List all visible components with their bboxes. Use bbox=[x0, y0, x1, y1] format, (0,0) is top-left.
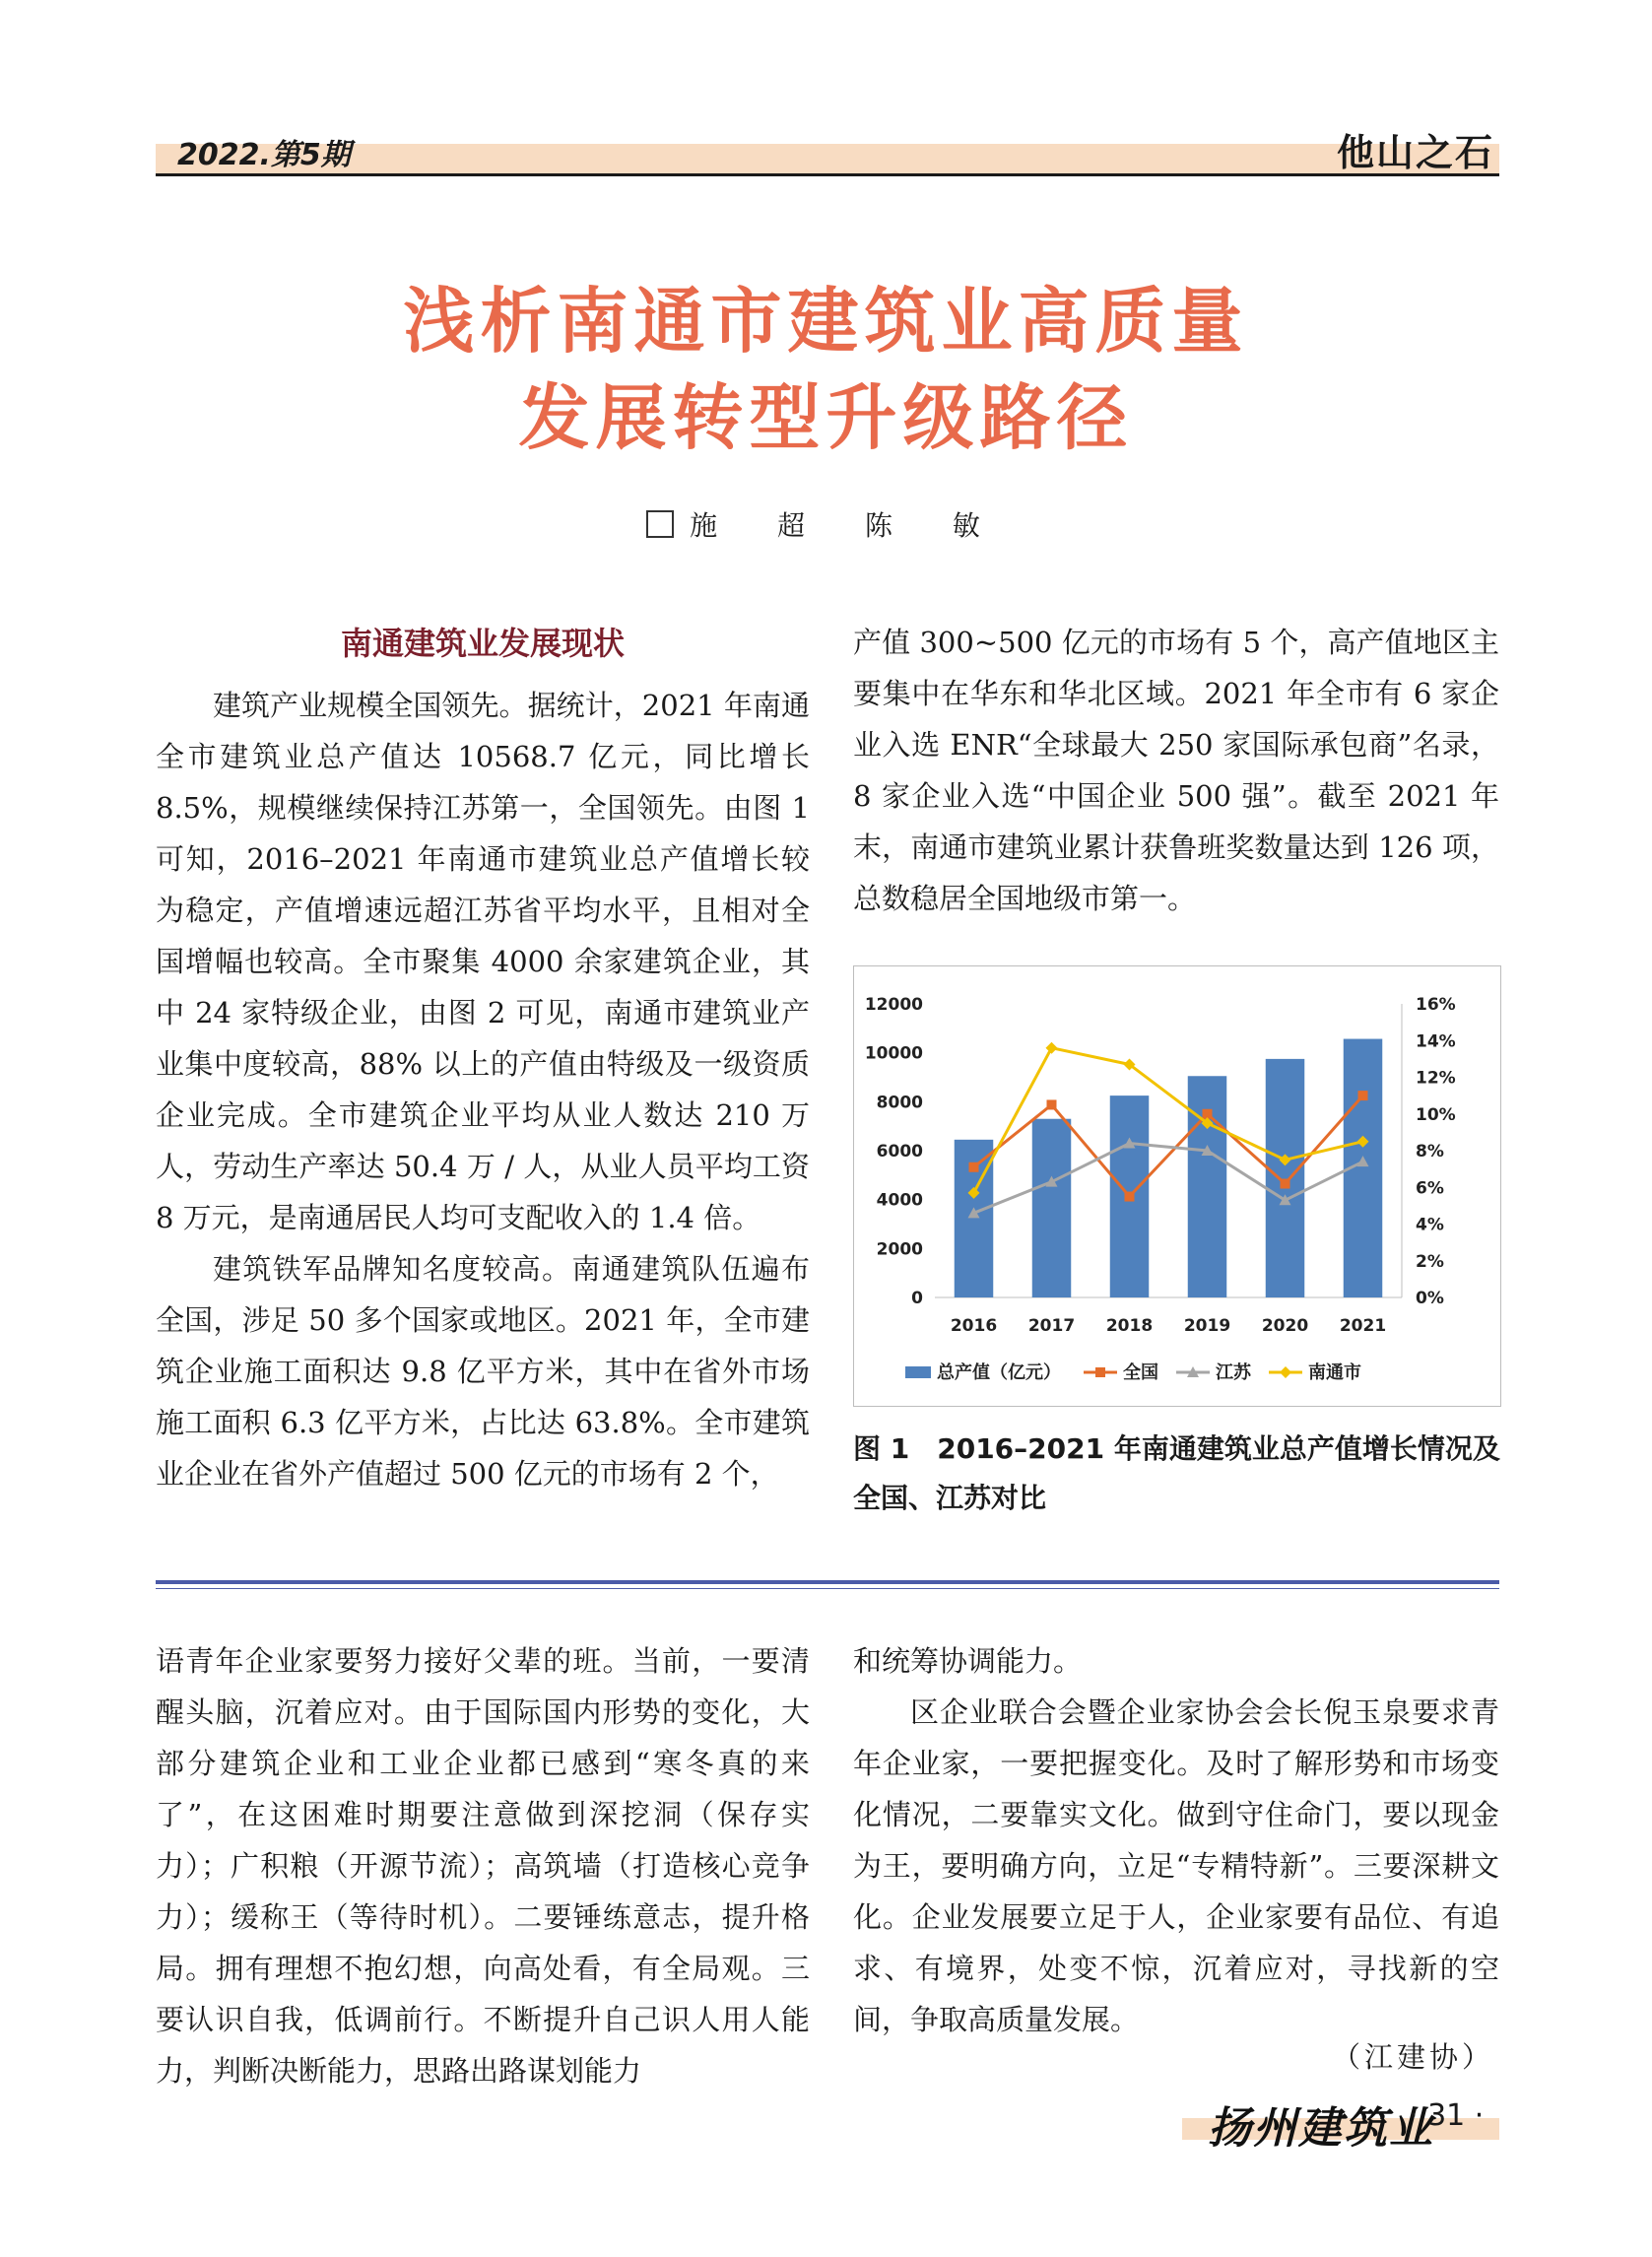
y-left-tick-label: 10000 bbox=[864, 1043, 923, 1064]
lower-right-column bbox=[853, 1635, 1499, 2045]
series-point bbox=[1358, 1091, 1368, 1100]
section-divider bbox=[156, 1580, 1499, 1584]
bar-total-output bbox=[1032, 1119, 1072, 1297]
right-column bbox=[853, 617, 1499, 924]
author-box-icon bbox=[646, 510, 674, 538]
article-title-line2: 发展转型升级路径 bbox=[518, 376, 1134, 459]
figure-caption: 图 1 2016–2021 年南通建筑业总产值增长情况及全国、江苏对比 bbox=[853, 1432, 1500, 1514]
x-tick-label: 2021 bbox=[1339, 1316, 1387, 1336]
x-tick-label: 2020 bbox=[1261, 1316, 1309, 1336]
series-point bbox=[1046, 1042, 1058, 1054]
y-right-tick-label: 8% bbox=[1416, 1142, 1444, 1162]
y-right-tick-label: 10% bbox=[1416, 1104, 1456, 1125]
section-divider-thin bbox=[156, 1588, 1499, 1589]
signature: （江建协） bbox=[1331, 2040, 1494, 2074]
y-right-tick-label: 14% bbox=[1416, 1031, 1456, 1052]
series-point bbox=[1125, 1192, 1135, 1202]
article-title-line1: 浅析南通市建筑业高质量 bbox=[403, 280, 1249, 363]
y-left-tick-label: 2000 bbox=[876, 1239, 923, 1260]
chart-svg bbox=[854, 966, 1500, 1406]
header-bar bbox=[156, 144, 1499, 173]
author-names: 施 超 陈 敏 bbox=[690, 509, 1006, 542]
y-right-tick-label: 4% bbox=[1416, 1215, 1444, 1235]
y-left-tick-label: 12000 bbox=[864, 995, 923, 1015]
paragraph: 建筑产业规模全国领先。据统计，2021 年南通全市建筑业总产值达 10568.7 亿元，同比增长 8.5%，规模继续保持江苏第一，全国领先。由图 1 可知，2016–2021 年南通市建筑业总产值增长较为稳定，产值增速远超江苏省平均水平，且相对全国增幅也较高。全市聚集 4000 余家建筑企业，其中 24 家特级企业，由图 2 可见，南通市建筑业产业集中度较高，88% 以上的产值由特级及一级资质企业完成。全市建筑企业平均从业人数达 210 万人，劳动生产率达 50.4 万 / 人，从业人员平均工资 8 万元，是南通居民人均可支配收入的 1.4 倍。 bbox=[156, 689, 810, 1234]
paragraph: 区企业联合会暨企业家协会会长倪玉泉要求青年企业家，一要把握变化。及时了解形势和市场变化情况，二要靠实文化。做到守住命门，要以现金为王，要明确方向，立足“专精特新”。三要深耕文化。企业发展要立足于人，企业家要有品位、有追求、有境界，处变不惊，沉着应对，寻找新的空间，争取高质量发展。 bbox=[853, 1695, 1499, 2036]
x-tick-label: 2016 bbox=[950, 1316, 998, 1336]
legend-swatch bbox=[905, 1366, 931, 1378]
paragraph: 和统筹协调能力。 bbox=[853, 1644, 1083, 1678]
x-tick-label: 2018 bbox=[1105, 1316, 1154, 1336]
legend-marker bbox=[1280, 1366, 1291, 1378]
paragraph: 产值 300~500 亿元的市场有 5 个，高产值地区主要集中在华东和华北区域。2021 年全市有 6 家企业入选 ENR“全球最大 250 家国际承包商”名录，8 家企业入选“中国企业 500 强”。截至 2021 年末，南通市建筑业累计获鲁班奖数量达到 126 项，总数稳居全国地级市第一。 bbox=[853, 626, 1499, 915]
y-right-tick-label: 12% bbox=[1416, 1068, 1456, 1089]
y-left-tick-label: 0 bbox=[911, 1289, 923, 1308]
left-column bbox=[156, 613, 810, 1499]
y-left-tick-label: 8000 bbox=[876, 1093, 923, 1113]
legend-label: 全国 bbox=[1123, 1362, 1158, 1383]
bar-total-output bbox=[1266, 1059, 1305, 1297]
header-rule bbox=[156, 173, 1499, 176]
issue-number: 2022.第5期 bbox=[177, 138, 351, 172]
series-point bbox=[969, 1162, 979, 1172]
authors bbox=[0, 504, 1652, 544]
legend-label: 南通市 bbox=[1308, 1362, 1361, 1383]
series-point bbox=[1281, 1179, 1290, 1189]
y-left-tick-label: 6000 bbox=[876, 1142, 923, 1162]
x-tick-label: 2017 bbox=[1027, 1316, 1076, 1336]
y-right-tick-label: 0% bbox=[1416, 1289, 1444, 1308]
series-point bbox=[1047, 1099, 1057, 1109]
magazine-logo: 扬州建筑业 bbox=[1208, 2103, 1434, 2154]
paragraph: 语青年企业家要努力接好父辈的班。当前，一要清醒头脑，沉着应对。由于国际国内形势的变化，大部分建筑企业和工业企业都已感到“寒冬真的来了”，在这困难时期要注意做到深挖洞（保存实力）；广积粮（开源节流）；高筑墙（打造核心竞争力）；缓称王（等待时机）。二要锤练意志，提升格局。拥有理想不抱幻想，向高处看，有全局观。三要认识自我，低调前行。不断提升自己识人用人能力，判断决断能力，思路出路谋划能力 bbox=[156, 1644, 810, 2088]
y-right-tick-label: 6% bbox=[1416, 1178, 1444, 1199]
y-right-tick-label: 2% bbox=[1416, 1251, 1444, 1272]
legend-label: 江苏 bbox=[1216, 1362, 1251, 1383]
page-number: · 31 · bbox=[1409, 2098, 1485, 2133]
y-right-tick-label: 16% bbox=[1416, 995, 1456, 1015]
section-name: 他山之石 bbox=[1336, 131, 1494, 174]
y-left-tick-label: 4000 bbox=[876, 1190, 923, 1211]
lower-left-column bbox=[156, 1635, 810, 2096]
paragraph: 建筑铁军品牌知名度较高。南通建筑队伍遍布全国，涉足 50 多个国家或地区。2021 年，全市建筑企业施工面积达 9.8 亿平方米，其中在省外市场施工面积 6.3 亿平方米，占比达 63.8%。全市建筑业企业在省外产值超过 500 亿元的市场有 2 个， bbox=[156, 1252, 810, 1491]
legend-label: 总产值（亿元） bbox=[937, 1362, 1061, 1383]
legend-marker bbox=[1095, 1367, 1105, 1377]
x-tick-label: 2019 bbox=[1183, 1316, 1231, 1336]
section-heading: 南通建筑业发展现状 bbox=[340, 625, 625, 662]
figure-1-chart bbox=[853, 965, 1501, 1407]
